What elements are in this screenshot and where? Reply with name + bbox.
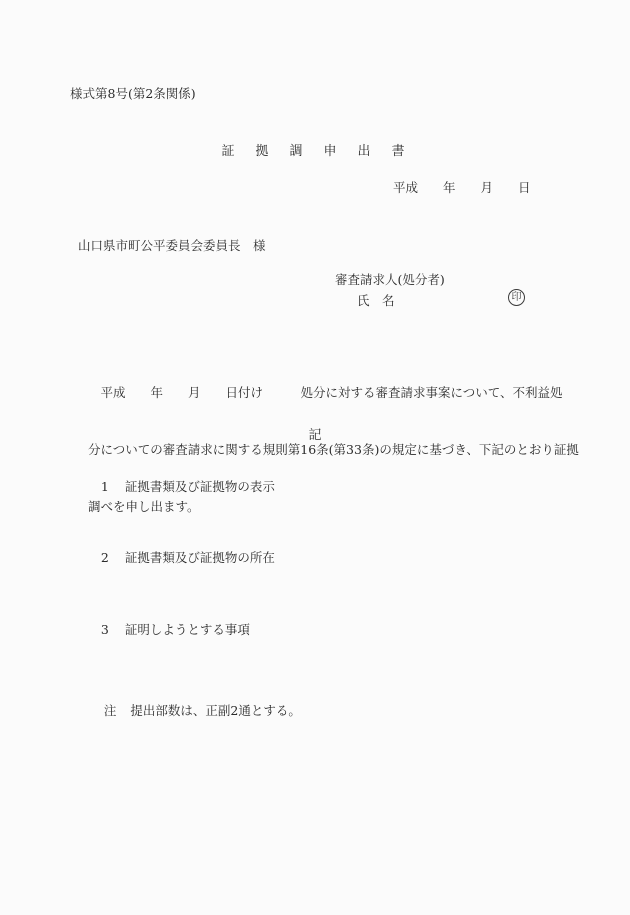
body-line-2: 分についての審査請求に関する規則第16条(第33条)の規定に基づき、下記のとおり証拠 (88, 442, 579, 457)
body-line-3: 調べを申し出ます。 (88, 499, 200, 514)
form-number-label: 様式第8号(第2条関係) (70, 86, 196, 101)
footnote-text: 提出部数は、正副2通とする。 (130, 703, 301, 718)
list-item-matters-to-prove (85, 605, 250, 653)
requester-name-label: 氏 名 (357, 293, 395, 308)
addressee-line: 山口県市町公平委員会委員長 様 (78, 238, 266, 253)
item-number: 1 (100, 479, 109, 494)
circled-seal-icon (508, 289, 525, 306)
item-label: 証拠書類及び証拠物の表示 (124, 479, 275, 494)
body-line-1: 平成 年 月 日付け 処分に対する審査請求事案について、不利益処 (88, 385, 563, 400)
requester-role-label: 審査請求人(処分者) (335, 272, 445, 287)
footnote (88, 686, 301, 734)
item-number: 3 (100, 622, 109, 637)
item-number: 2 (100, 550, 109, 565)
item-label: 証明しようとする事項 (124, 622, 250, 637)
footnote-marker: 注 (103, 703, 117, 718)
body-paragraph (88, 345, 579, 554)
seal-character: 印 (511, 291, 522, 303)
ki-section-marker: 記 (308, 428, 322, 443)
document-title: 証 拠 調 申 出 書 (221, 144, 409, 159)
item-label: 証拠書類及び証拠物の所在 (124, 550, 275, 565)
list-item-evidence-indication (85, 462, 275, 510)
date-blank-line: 平成 年 月 日 (393, 180, 531, 195)
list-item-evidence-location (85, 533, 275, 581)
